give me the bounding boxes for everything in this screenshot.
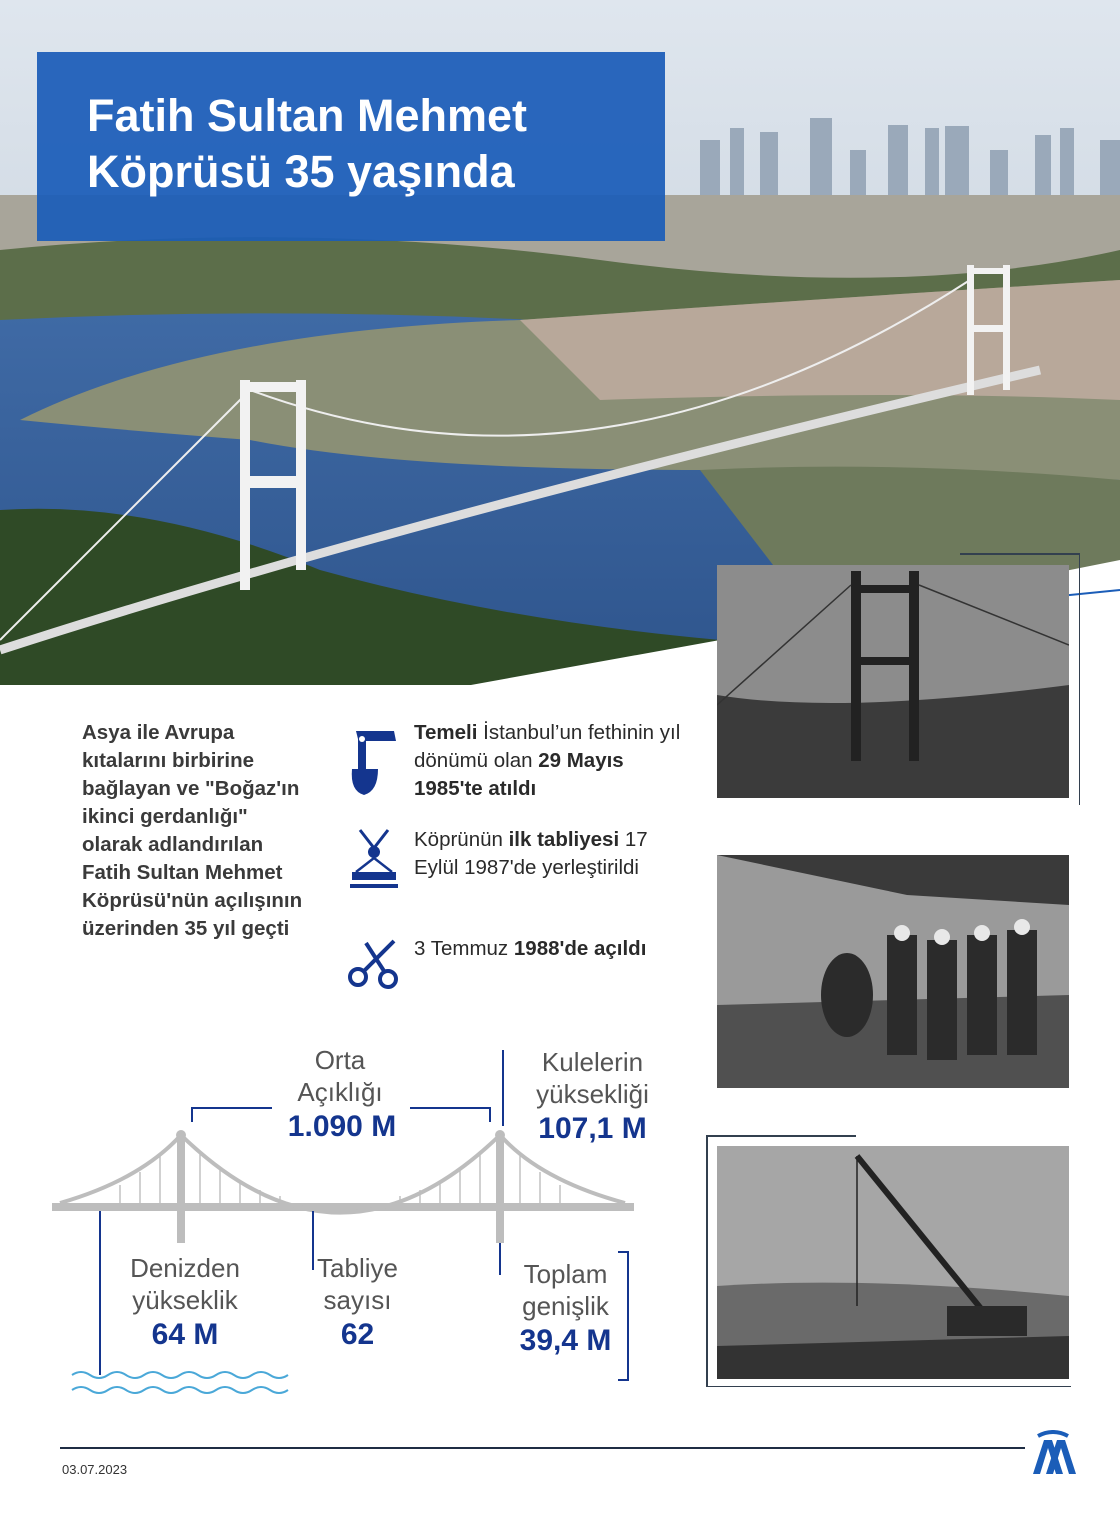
scissors-icon (344, 935, 414, 1000)
tower-value: 107,1 M (538, 1112, 647, 1145)
span-label (270, 1044, 410, 1108)
span-value: 1.090 M (287, 1110, 397, 1143)
footer-divider (60, 1447, 1025, 1449)
page-title-line-1: Fatih Sultan Mehmet (87, 90, 528, 141)
span-label-1: Orta (314, 1045, 366, 1075)
publish-date: 03.07.2023 (62, 1462, 128, 1477)
intro-text: Asya ile Avrupa kıtalarını birbirine bağlayan ve "Boğaz'ın ikinci gerdanlığı" olarak adlandırılan Fatih Sultan Mehmet Köprüsü'nün açılışının üzerinden 35 yıl geçti (82, 721, 303, 940)
tower-label (520, 1046, 665, 1110)
span-label-2: Açıklığı (297, 1077, 383, 1107)
decks-label-1: Tabliye (317, 1253, 398, 1283)
fact-2-text-2: 17 Eylül 1987'de yerleştirildi (414, 828, 648, 879)
fact-opening (344, 935, 684, 1000)
clearance-label-1: Denizden (130, 1253, 240, 1283)
decks-label-2: sayısı (323, 1285, 392, 1315)
clearance-value: 64 M (151, 1318, 219, 1351)
aa-logo-icon (1030, 1430, 1076, 1481)
tower-label-1: Kulelerin (541, 1047, 644, 1077)
fact-1-bold-1: Temeli (414, 721, 478, 744)
fact-first-deck (344, 826, 684, 901)
archive-photo-crane (717, 1146, 1069, 1379)
width-label (498, 1258, 633, 1322)
archive-photo-construction (717, 565, 1069, 798)
fact-2-text-1: Köprünün (414, 828, 509, 851)
fact-1-bold-2: 29 Mayıs 1985'te atıldı (414, 749, 624, 800)
archive-photo-officials (717, 855, 1069, 1088)
excavator-icon (344, 719, 414, 804)
clearance-label (110, 1252, 260, 1316)
decks-value: 62 (340, 1318, 375, 1351)
width-label-2: genişlik (522, 1291, 609, 1321)
page-title-line-2: Köprüsü 35 yaşında (87, 146, 515, 197)
fact-1-text-1: İstanbul’un fethinin yıl dönümü olan (414, 721, 681, 772)
fact-2-bold-2: ilk tabliyesi (508, 828, 620, 851)
crane-hook-icon (344, 826, 414, 901)
title-banner (37, 52, 665, 241)
decks-label (300, 1252, 415, 1316)
clearance-label-2: yükseklik (132, 1285, 238, 1315)
fact-3-text-1: 3 Temmuz (414, 937, 514, 960)
tower-label-2: yüksekliği (536, 1079, 649, 1109)
width-label-1: Toplam (523, 1259, 608, 1289)
width-value: 39,4 M (519, 1324, 612, 1357)
bridge-diagram (0, 1030, 700, 1410)
fact-3-bold-2: 1988'de açıldı (513, 937, 647, 960)
fact-foundation (344, 719, 684, 804)
